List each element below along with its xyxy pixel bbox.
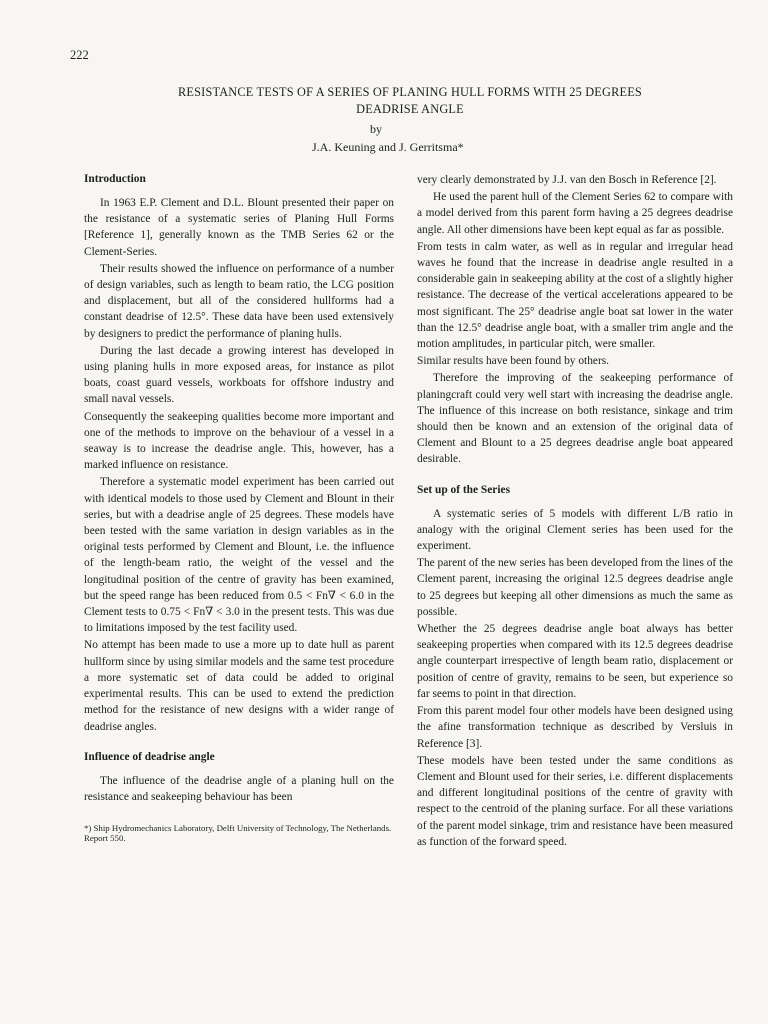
heading-setup: Set up of the Series — [417, 483, 511, 496]
footnote: *) Ship Hydromechanics Laboratory, Delft University of Technology, The Netherlands. Report 550. — [84, 823, 392, 844]
right-column — [417, 172, 733, 851]
paragraph: Similar results have been found by others. — [417, 355, 610, 368]
left-column — [84, 171, 394, 843]
paragraph: Whether the 25 degrees deadrise angle boat always has better seakeeping properties when compared with its 12.5 degrees deadrise angle counterpart irrespective of length beam ratio, displacement or position of centre of gravity, remains to be seen, but experience so far seems to point in that direction. — [417, 623, 733, 700]
byline-by: by — [370, 122, 382, 136]
title-line-1: RESISTANCE TESTS OF A SERIES OF PLANING HULL FORMS WITH 25 DEGREES — [178, 85, 642, 99]
paper-title — [110, 84, 710, 118]
paragraph: From tests in calm water, as well as in regular and irregular head waves he found that the increase in deadrise angle resulted in a considerable gain in seakeeping ability at the cost of a slightly higher resistance. The decrease of the vertical accelerations appeared to be most significant. The 25° deadrise angle boat sat lower in the water than the 12.5° deadrise angle boat, with a smaller trim angle and the motion amplitudes, in particular pitch, were smaller. — [417, 240, 733, 351]
paragraph: Therefore a systematic model experiment has been carried out with identical models to those used by Clement and Blount in their series, but with a deadrise angle of 25 degrees. These models have been tested with the same variation in design variables as in the original tests performed by Clement and Blount, i.e. the influence of the length-beam ratio, the weight of the vessel and the longitudinal position of the centre of gravity has been examined, but the speed range has been reduced from 0.5 < Fn∇ < 6.0 in the Clement tests to 0.75 < Fn∇ < 3.0 in the present tests. This was due to limitations imposed by the test facility used. — [84, 476, 394, 635]
title-line-2: DEADRISE ANGLE — [356, 102, 464, 116]
page-number: 222 — [70, 48, 89, 62]
paragraph: He used the parent hull of the Clement Series 62 to compare with a model derived from this parent form having a 25 degrees deadrise angle. All other dimensions have been kept equal as far as possible. — [417, 191, 733, 236]
paragraph: From this parent model four other models have been designed using the afine transformation technique as described by Versluis in Reference [3]. — [417, 705, 733, 750]
paragraph: very clearly demonstrated by J.J. van den Bosch in Reference [2]. — [417, 174, 717, 186]
authors: J.A. Keuning and J. Gerritsma* — [312, 140, 464, 154]
paragraph: No attempt has been made to use a more up to date hull as parent hullform since by using similar models and the same test procedure a more systematic set of data could be added to original experimental results. This can be used to extend the prediction method for the resistance of new designs with a wider range of deadrise angles. — [84, 639, 394, 733]
paragraph: The parent of the new series has been developed from the lines of the Clement parent, increasing the original 12.5 degrees deadrise angle to 25 degrees but keeping all other dimensions as much the same as possible. — [417, 557, 733, 618]
heading-introduction: Introduction — [84, 173, 146, 185]
paragraph: A systematic series of 5 models with different L/B ratio in analogy with the original Clement series has been used for the experiment. — [417, 507, 733, 553]
paragraph: In 1963 E.P. Clement and D.L. Blount presented their paper on the resistance of a systematic series of Planing Hull Forms [Reference 1], generally known as the TMB Series 62 or the Clement-Series. — [84, 197, 394, 258]
paragraph: These models have been tested under the same conditions as Clement and Blount used for their series, i.e. different displacements and different longitudinal positions of the centre of gravity with respect to the centroid of the planing surface. For all these variations of the parent model sinkage, trim and resistance have been measured as function of the forward speed. — [417, 754, 733, 848]
paragraph: Therefore the improving of the seakeeping performance of planingcraft could very well start with increasing the deadrise angle. The influence of this increase on both resistance, sinkage and trim should then be known and an extension of the original data of Clement and Blount to a 25 degrees deadrise angle boat appeared desirable. — [417, 372, 733, 466]
paragraph: During the last decade a growing interest has developed in using planing hulls in more exposed areas, for instance as pilot boats, coast guard vessels, workboats for offshore industry and small naval vessels. — [84, 344, 394, 406]
paragraph: Consequently the seakeeping qualities become more important and one of the methods to improve on the behaviour of a vessel in a seaway is to increase the deadrise angle. This, however, has a marked influence on resistance. — [84, 410, 394, 472]
paragraph: Their results showed the influence on performance of a number of design variables, such as length to beam ratio, the LCG position and displacement, but all of the considered hullforms had a constant deadrise of 12.5°. These data have been used extensively by designers to predict the performance of planing hulls. — [84, 262, 394, 340]
paragraph: The influence of the deadrise angle of a planing hull on the resistance and seakeeping behaviour has been — [84, 774, 394, 803]
heading-influence: Influence of deadrise angle — [84, 750, 215, 763]
